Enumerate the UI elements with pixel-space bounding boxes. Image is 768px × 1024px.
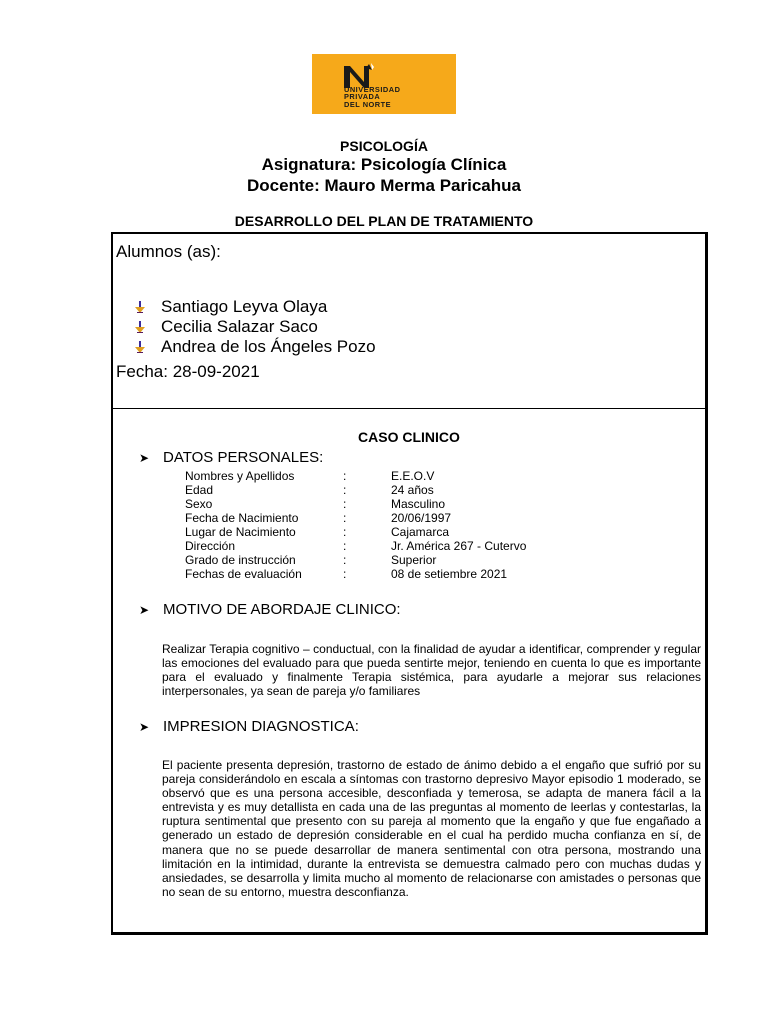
field-separator: : [343,483,347,497]
section-divider [113,408,705,409]
field-label: Lugar de Nacimiento [185,525,296,539]
content-frame [111,232,708,935]
subject-title: Asignatura: Psicología Clínica [261,155,507,174]
field-value: Superior [391,553,437,567]
document-title: DESARROLLO DEL PLAN DE TRATAMIENTO [234,213,534,229]
field-value: Jr. América 267 - Cutervo [391,539,527,553]
teacher-title: Docente: Mauro Merma Paricahua [247,176,521,195]
university-logo [312,54,456,114]
section-title: IMPRESION DIAGNOSTICA: [163,718,359,735]
impresion-paragraph: El paciente presenta depresión, trastorno de estado de ánimo debido a el engaño que sufrió por su pareja considerándolo en escala a síntomas con trastorno depresivo Mayor episodio 1 moderado, se observó que es una persona accesible, desconfiada y temerosa, se adapta de manera fácil a la entrevista y es muy detallista en cada una de las preguntas al momento de leerlas y contestarlas, la ruptura sentimental que presento con su pareja al momento que la engaño y que fue engañado a generado un estado de depresión considerable en el cual ha perdido mucha confianza en sí, de manera que no se puede desarrollar de manera sentimental con otra persona, mostrando una limitación en la intimidad, durante la entrevista se demuestra calmado pero con muchas dudas y ansiedades, se desarrolla y limita mucho al momento de relacionarse con amistades o personas que no sean de su entorno, muestra desconfianza. [162,758,701,899]
field-value: Masculino [391,497,446,511]
field-value: 24 años [391,483,434,497]
section-title: MOTIVO DE ABORDAJE CLINICO: [163,601,401,618]
chevron-right-icon: ➤ [139,451,150,465]
arrow-down-icon [135,341,145,353]
arrow-down-icon [135,301,145,313]
field-label: Grado de instrucción [185,553,296,567]
field-label: Fechas de evaluación [185,567,302,581]
student-name: Cecilia Salazar Saco [161,317,318,336]
field-separator: : [343,539,347,553]
student-item [139,337,376,357]
field-separator: : [343,553,347,567]
section-datos [139,449,323,466]
section-motivo [139,601,401,618]
chevron-right-icon: ➤ [139,720,150,734]
faculty-title: PSICOLOGÍA [340,138,428,154]
field-value: Cajamarca [391,525,450,539]
section-impresion [139,718,359,735]
section-title: DATOS PERSONALES: [163,449,324,466]
field-separator: : [343,511,347,525]
field-separator: : [343,525,347,539]
date-line: Fecha: 28-09-2021 [116,362,260,381]
logo-text: UNIVERSIDAD PRIVADA DEL NORTE [344,85,401,109]
student-name: Santiago Leyva Olaya [161,297,328,316]
field-label: Edad [185,483,214,497]
field-separator: : [343,497,347,511]
field-value: 08 de setiembre 2021 [391,567,508,581]
chevron-right-icon: ➤ [139,603,150,617]
field-separator: : [343,567,347,581]
case-title: CASO CLINICO [358,429,460,445]
field-separator: : [343,469,347,483]
field-value: 20/06/1997 [391,511,452,525]
field-label: Sexo [185,497,213,511]
field-value: E.E.O.V [391,469,435,483]
student-name: Andrea de los Ángeles Pozo [161,337,376,356]
field-label: Fecha de Nacimiento [185,511,299,525]
motivo-paragraph: Realizar Terapia cognitivo – conductual, con la finalidad de ayudar a identificar, comprender y regular las emociones del evaluado para que pueda sentirte mejor, teniendo en cuenta lo que es importante para el evaluado y finalmente Terapia sistémica, para ayudarle a mejorar sus relaciones interpersonales, ya sean de pareja y/o familiares [162,642,701,699]
student-item [139,297,327,317]
arrow-down-icon [135,321,145,333]
students-label: Alumnos (as): [116,242,221,261]
field-label: Nombres y Apellidos [185,469,295,483]
student-item [139,317,318,337]
field-label: Dirección [185,539,236,553]
